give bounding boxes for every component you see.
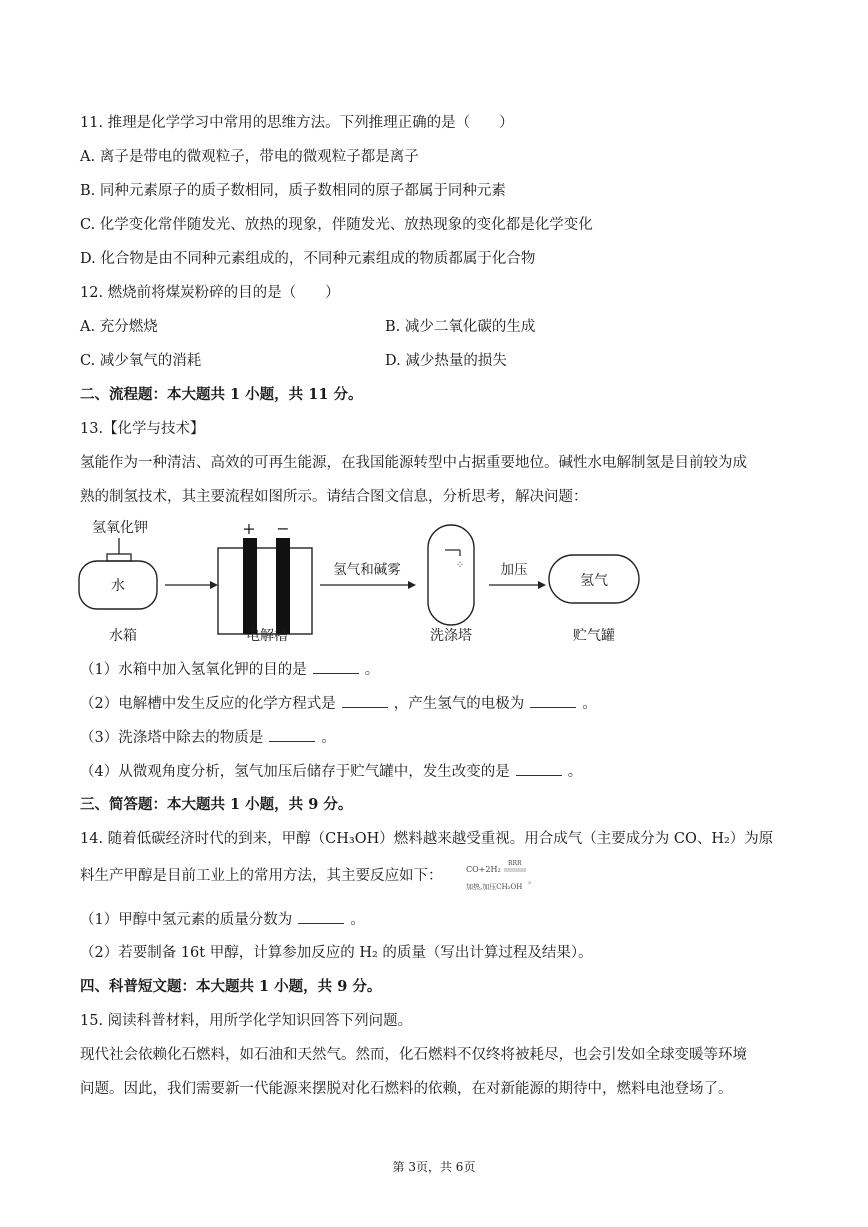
q13-sub4-end: 。: [567, 764, 583, 780]
q15-para-line1: 现代社会依赖化石燃料，如石油和天然气。然而，化石燃料不仅终将被耗尽，也会引发如全球变暖等环境: [80, 1047, 747, 1063]
gas-mist-label: 氢气和碱雾: [333, 562, 401, 578]
answer-blank[interactable]: [530, 693, 576, 708]
reaction-equation: [466, 856, 538, 896]
q13-sub3-end: 。: [321, 730, 336, 746]
q13-sub2-end: 。: [582, 696, 597, 712]
answer-blank[interactable]: [516, 761, 562, 776]
electrolysis-cell-caption: 电解槽: [246, 628, 288, 644]
q14-sub1-end: 。: [350, 912, 365, 928]
washing-tower-shape: [428, 525, 474, 625]
arrow-head-2: [408, 581, 416, 589]
q14-line2: 料生产甲醇是目前工业上的常用方法，其主要反应如下：: [80, 868, 443, 884]
q11-option-c: C. 化学变化常伴随发光、放热的现象，伴随发光、放热现象的变化都是化学变化: [80, 217, 593, 233]
q11-option-a: A. 离子是带电的微观粒子，带电的微观粒子都是离子: [80, 149, 419, 165]
answer-blank[interactable]: [269, 727, 315, 742]
water-tank-caption: 水箱: [109, 628, 137, 644]
washing-tower-caption: 洗涤塔: [430, 628, 472, 644]
process-flow-diagram: [70, 512, 670, 652]
q13-intro-line1: 氢能作为一种清洁、高效的可再生能源，在我国能源转型中占据重要地位。碱性水电解制氢是目前较为成: [80, 455, 747, 471]
plus-sign: +: [242, 519, 256, 538]
q13-sub4: [80, 761, 582, 782]
q11-option-b: B. 同种元素原子的质子数相同，质子数相同的原子都属于同种元素: [80, 183, 506, 199]
water-label: 水: [111, 578, 125, 594]
q13-sub1-text: （1）水箱中加入氢氧化钾的目的是: [80, 662, 307, 678]
eq-end: 。: [528, 876, 538, 886]
q12-option-a: A. 充分燃烧: [80, 319, 158, 335]
q13-sub2: [80, 693, 597, 714]
pressurize-label: 加压: [500, 562, 528, 578]
arrow-head-3: [538, 581, 546, 589]
page-footer: 第 3页，共 6页: [392, 1160, 476, 1174]
hydrogen-label: 氢气: [580, 573, 608, 589]
storage-tank-caption: 贮气罐: [573, 628, 615, 644]
q14-sub2: （2）若要制备 16t 甲醇，计算参加反应的 H₂ 的质量（写出计算过程及结果）。: [80, 945, 593, 961]
q13-sub1-end: 。: [364, 662, 380, 678]
q13-intro-line2: 熟的制氢技术，其主要流程如图所示。请结合图文信息，分析思考，解决问题：: [80, 489, 588, 505]
q11-stem: 11. 推理是化学学习中常用的思维方法。下列推理正确的是（ ）: [80, 115, 514, 131]
q12-option-c: C. 减少氧气的消耗: [80, 353, 202, 369]
q12-stem: 12. 燃烧前将煤炭粉碎的目的是（ ）: [80, 285, 340, 301]
anode-electrode: [243, 538, 257, 634]
q14-sub1-text: （1）甲醇中氢元素的质量分数为: [80, 912, 293, 928]
eq-conditions-product: 加热,加压CH₃OH: [466, 883, 523, 891]
q12-option-b: B. 减少二氧化碳的生成: [385, 319, 536, 335]
q13-sub2-mid: ，产生氢气的电极为: [393, 696, 525, 712]
answer-blank[interactable]: [313, 659, 359, 674]
q14-sub1: [80, 909, 365, 930]
q13-sub3: [80, 727, 336, 748]
cathode-electrode: [276, 538, 290, 634]
q13-title: 13.【化学与技术】: [80, 421, 205, 437]
q13-sub1: [80, 659, 379, 680]
answer-blank[interactable]: [342, 693, 388, 708]
arrow-head-1: [210, 581, 218, 589]
koh-label: 氢氧化钾: [92, 520, 148, 536]
eq-reactants: CO+2H₂: [466, 865, 501, 874]
spray-icon: ⁘: [455, 560, 465, 571]
q11-option-d: D. 化合物是由不同种元素组成的，不同种元素组成的物质都属于化合物: [80, 251, 536, 267]
q13-sub2-text: （2）电解槽中发生反应的化学方程式是: [80, 696, 336, 712]
q14-line1: 14. 随着低碳经济时代的到来，甲醇（CH₃OH）燃料越来越受重视。用合成气（主要成分为 CO、H₂）为原: [80, 831, 774, 847]
koh-inlet-cap: [107, 554, 131, 561]
eq-catalyst: RRR: [508, 860, 522, 867]
section-2-heading: 二、流程题：本大题共 1 小题，共 11 分。: [80, 386, 363, 403]
q12-option-d: D. 减少热量的损失: [385, 353, 507, 369]
q13-sub4-text: （4）从微观角度分析，氢气加压后储存于贮气罐中，发生改变的是: [80, 764, 510, 780]
q15-stem: 15. 阅读科普材料，用所学化学知识回答下列问题。: [80, 1013, 413, 1029]
minus-sign: −: [276, 519, 290, 538]
answer-blank[interactable]: [298, 909, 344, 924]
electrolysis-cell-shape: [218, 548, 312, 634]
section-3-heading: 三、简答题：本大题共 1 小题，共 9 分。: [80, 796, 353, 813]
section-4-heading: 四、科普短文题：本大题共 1 小题，共 9 分。: [80, 978, 382, 995]
q13-sub3-text: （3）洗涤塔中除去的物质是: [80, 730, 264, 746]
q15-para-line2: 问题。因此，我们需要新一代能源来摆脱对化石燃料的依赖，在对新能源的期待中，燃料电池登场了。: [80, 1081, 733, 1097]
